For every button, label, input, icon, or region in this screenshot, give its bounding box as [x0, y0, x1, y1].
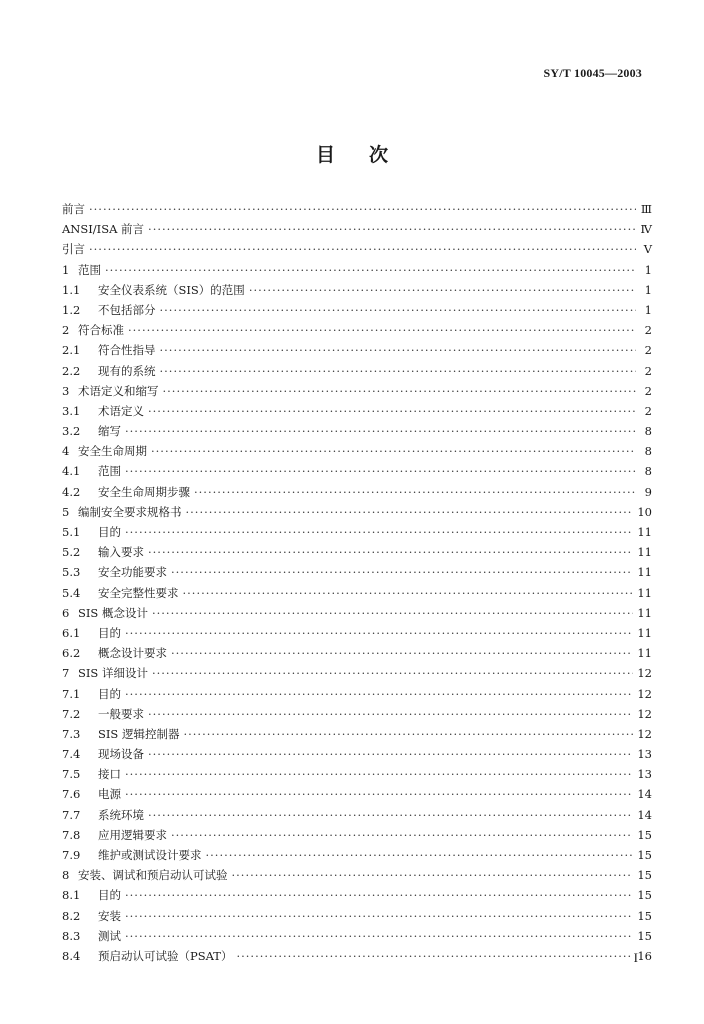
dot-leader	[171, 828, 633, 842]
toc-entry-label: 安装	[98, 908, 121, 923]
toc-entry-number: 4	[62, 444, 70, 459]
toc-entry-page: 1	[644, 262, 652, 277]
toc-entry-number: 7.8	[62, 827, 81, 842]
dot-leader	[148, 404, 636, 418]
toc-entry-number: 5.3	[62, 565, 81, 580]
dot-leader	[89, 242, 636, 256]
toc-entry[interactable]	[62, 928, 652, 948]
toc-entry-label: 安全生命周期	[78, 444, 147, 459]
toc-entry-label: 范围	[98, 464, 121, 479]
toc-entry-label: 安全仪表系统（SIS）的范围	[98, 282, 245, 297]
page-number: I	[633, 950, 638, 965]
toc-entry[interactable]	[62, 363, 652, 383]
toc-entry-page: 2	[644, 343, 652, 358]
toc-entry-page: 9	[644, 484, 652, 499]
toc-entry-page: 2	[644, 383, 652, 398]
toc-entry-page: 11	[637, 625, 652, 640]
dot-leader	[125, 888, 633, 902]
toc-entry[interactable]	[62, 221, 652, 241]
toc-entry[interactable]	[62, 585, 652, 605]
toc-entry-number: 3.1	[62, 403, 81, 418]
toc-entry[interactable]	[62, 867, 652, 887]
toc-entry-page: 13	[637, 747, 652, 762]
toc-entry-number: 7.4	[62, 747, 81, 762]
dot-leader	[152, 666, 633, 680]
toc-entry-label: 目的	[98, 888, 121, 903]
toc-entry-page: 11	[637, 605, 652, 620]
toc-entry-label: 术语定义和缩写	[78, 383, 159, 398]
toc-entry-number: 7	[62, 666, 70, 681]
toc-entry[interactable]	[62, 524, 652, 544]
toc-entry-label: SIS 概念设计	[78, 605, 148, 620]
toc-entry-number: 1.2	[62, 302, 81, 317]
toc-entry-label: 概念设计要求	[98, 646, 167, 661]
toc-entry[interactable]	[62, 948, 652, 968]
toc-entry-number: 6	[62, 605, 70, 620]
toc-entry[interactable]	[62, 504, 652, 524]
toc-entry[interactable]	[62, 484, 652, 504]
dot-leader	[125, 767, 633, 781]
toc-entry[interactable]	[62, 241, 652, 261]
toc-entry-label: 编制安全要求规格书	[78, 504, 182, 519]
dot-leader	[148, 707, 633, 721]
dot-leader	[163, 384, 637, 398]
toc-entry-number: 2	[62, 323, 70, 338]
toc-entry-number: 3.2	[62, 424, 81, 439]
dot-leader	[194, 485, 636, 499]
dot-leader	[183, 727, 633, 741]
toc-entry-number: 1	[62, 262, 70, 277]
toc-entry-number: 3	[62, 383, 70, 398]
toc-entry-label: ANSI/ISA 前言	[62, 222, 145, 237]
toc-entry-label: 符合标准	[78, 323, 124, 338]
dot-leader	[148, 222, 636, 236]
title-char-2: 次	[369, 144, 389, 166]
toc-entry[interactable]	[62, 282, 652, 302]
toc-entry-page: 2	[644, 363, 652, 378]
toc-entry-page: Ⅴ	[643, 242, 652, 257]
toc-entry-page: 15	[637, 908, 652, 923]
dot-leader	[152, 606, 633, 620]
toc-entry[interactable]	[62, 403, 652, 423]
dot-leader	[160, 303, 637, 317]
toc-entry-label: 测试	[98, 928, 121, 943]
toc-entry[interactable]	[62, 665, 652, 685]
toc-entry-page: 15	[637, 827, 652, 842]
dot-leader	[125, 929, 633, 943]
dot-leader	[232, 868, 634, 882]
dot-leader	[125, 687, 633, 701]
dot-leader	[186, 505, 634, 519]
toc-entry-label: SIS 逻辑控制器	[98, 726, 180, 741]
toc-entry[interactable]	[62, 746, 652, 766]
toc-entry-label: 输入要求	[98, 545, 144, 560]
toc-entry[interactable]	[62, 342, 652, 362]
toc-entry-number: 7.5	[62, 767, 81, 782]
toc-entry-page: 16	[637, 948, 652, 963]
dot-leader	[160, 343, 637, 357]
toc-entry-label: 安全完整性要求	[98, 585, 179, 600]
dot-leader	[125, 464, 636, 478]
toc-entry-label: 现有的系统	[98, 363, 156, 378]
toc-entry-page: 12	[637, 726, 652, 741]
toc-entry-number: 6.1	[62, 625, 81, 640]
toc-entry-label: 目的	[98, 525, 121, 539]
dot-leader	[148, 545, 633, 559]
toc-entry[interactable]	[62, 908, 652, 928]
toc-entry-page: 11	[637, 545, 652, 560]
toc-entry-page: 15	[637, 848, 652, 862]
toc-entry-label: 安全功能要求	[98, 565, 167, 580]
toc-entry-label: 符合性指导	[98, 343, 156, 358]
toc-entry-page: 11	[637, 565, 652, 580]
toc-entry[interactable]	[62, 706, 652, 726]
toc-entry-number: 6.2	[62, 646, 81, 661]
dot-leader	[171, 646, 633, 660]
toc-entry-page: 8	[644, 464, 652, 479]
toc-entry[interactable]	[62, 463, 652, 483]
toc-entry-page: 11	[637, 525, 652, 539]
toc-entry-page: 14	[637, 807, 652, 822]
toc-entry[interactable]	[62, 847, 652, 867]
dot-leader	[125, 787, 633, 801]
standard-code: SY/T 10045—2003	[543, 66, 642, 80]
toc-entry-number: 4.2	[62, 484, 81, 499]
toc-entry-label: 前言	[62, 202, 85, 216]
toc-entry-number: 7.7	[62, 807, 81, 822]
toc-entry-page: 11	[637, 646, 652, 661]
toc-entry-number: 8.4	[62, 948, 81, 963]
dot-leader	[206, 848, 634, 862]
dot-leader	[151, 444, 636, 458]
dot-leader	[89, 202, 636, 216]
dot-leader	[148, 747, 633, 761]
dot-leader	[171, 565, 633, 579]
toc-entry[interactable]	[62, 686, 652, 706]
toc-entry[interactable]	[62, 201, 652, 221]
toc-entry-label: 维护或测试设计要求	[98, 848, 202, 862]
toc-entry[interactable]	[62, 423, 652, 443]
toc-entry-number: 7.9	[62, 848, 81, 862]
toc-entry-number: 5.4	[62, 585, 81, 600]
toc-entry-label: 一般要求	[98, 706, 144, 721]
dot-leader	[125, 626, 633, 640]
toc-entry-page: 2	[644, 403, 652, 418]
toc-entry-number: 8	[62, 868, 70, 883]
toc-entry-number: 7.6	[62, 787, 81, 802]
toc-entry[interactable]	[62, 383, 652, 403]
toc-entry-label: 现场设备	[98, 747, 144, 762]
dot-leader	[125, 424, 636, 438]
toc-entry-label: 术语定义	[98, 403, 144, 418]
toc-entry[interactable]	[62, 544, 652, 564]
toc-entry-number: 8.2	[62, 908, 81, 923]
toc-entry-page: Ⅳ	[640, 222, 652, 237]
toc-entry-page: 15	[637, 928, 652, 943]
dot-leader	[160, 364, 637, 378]
toc-entry-label: 安全生命周期步骤	[98, 484, 190, 499]
toc-entry-label: 不包括部分	[98, 302, 156, 317]
title-char-1: 目	[315, 144, 335, 166]
toc-entry-label: 预启动认可试验（PSAT）	[98, 948, 233, 963]
toc-entry[interactable]	[62, 726, 652, 746]
dot-leader	[183, 586, 634, 600]
toc-entry[interactable]	[62, 786, 652, 806]
toc-entry[interactable]	[62, 262, 652, 282]
dot-leader	[249, 283, 636, 297]
toc-entry-number: 7.2	[62, 706, 81, 721]
dot-leader	[128, 323, 636, 337]
toc-entry-number: 7.3	[62, 726, 81, 741]
toc-entry-number: 5.1	[62, 525, 81, 539]
toc-entry-page: 10	[637, 504, 652, 519]
toc-entry-page: 8	[644, 424, 652, 439]
toc-entry-label: 应用逻辑要求	[98, 827, 167, 842]
toc-entry-label: 目的	[98, 686, 121, 701]
toc-entry-label: 安装、调试和预启动认可试验	[78, 868, 228, 883]
toc-entry-number: 1.1	[62, 282, 81, 297]
toc-entry[interactable]	[62, 302, 652, 322]
toc-entry-page: 2	[644, 323, 652, 338]
toc-entry[interactable]	[62, 766, 652, 786]
dot-leader	[125, 909, 633, 923]
toc-entry-label: 引言	[62, 242, 85, 257]
toc-entry-page: 1	[644, 282, 652, 297]
toc-entry-label: SIS 详细设计	[78, 666, 148, 681]
toc-entry-label: 目的	[98, 625, 121, 640]
table-of-contents	[62, 201, 652, 968]
toc-entry[interactable]	[62, 564, 652, 584]
toc-entry-number: 8.1	[62, 888, 81, 903]
toc-entry-label: 范围	[78, 262, 101, 277]
toc-entry-page: 1	[644, 302, 652, 317]
toc-entry-page: 15	[637, 868, 652, 883]
toc-entry[interactable]	[62, 807, 652, 827]
toc-entry-label: 缩写	[98, 424, 121, 439]
dot-leader	[236, 949, 633, 963]
toc-entry-number: 7.1	[62, 686, 81, 701]
toc-entry-number: 8.3	[62, 928, 81, 943]
toc-entry-page: 15	[637, 888, 652, 903]
toc-entry-number: 5.2	[62, 545, 81, 560]
toc-entry-page: 13	[637, 767, 652, 782]
toc-entry[interactable]	[62, 322, 652, 342]
toc-entry[interactable]	[62, 625, 652, 645]
toc-entry-page: 11	[637, 585, 652, 600]
toc-entry-label: 接口	[98, 767, 121, 782]
toc-entry[interactable]	[62, 887, 652, 907]
toc-entry-number: 2.1	[62, 343, 81, 358]
toc-entry-label: 电源	[98, 787, 121, 802]
toc-entry-page: 12	[637, 706, 652, 721]
toc-entry-number: 4.1	[62, 464, 81, 479]
toc-entry-label: 系统环境	[98, 807, 144, 822]
dot-leader	[148, 808, 633, 822]
toc-entry[interactable]	[62, 645, 652, 665]
toc-entry[interactable]	[62, 827, 652, 847]
toc-entry-page: 8	[644, 444, 652, 459]
dot-leader	[125, 525, 633, 539]
toc-entry-page: 14	[637, 787, 652, 802]
toc-entry[interactable]	[62, 605, 652, 625]
page-title	[0, 140, 704, 167]
dot-leader	[105, 263, 636, 277]
toc-entry-number: 2.2	[62, 363, 81, 378]
toc-entry[interactable]	[62, 443, 652, 463]
toc-entry-number: 5	[62, 504, 70, 519]
toc-entry-page: 12	[637, 686, 652, 701]
toc-entry-page: 12	[637, 666, 652, 681]
toc-entry-page: Ⅲ	[640, 202, 652, 216]
